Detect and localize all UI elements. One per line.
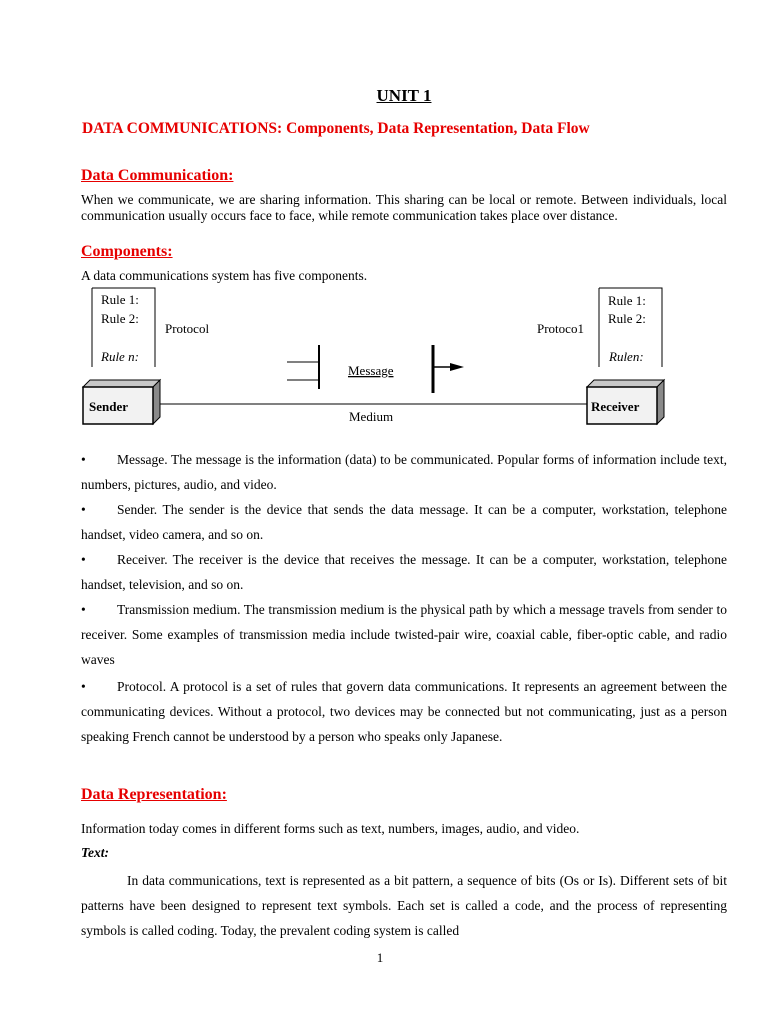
protocol-right-label: Protoco1 bbox=[537, 321, 584, 336]
receiver-label: Receiver bbox=[591, 399, 640, 414]
document-subtitle: DATA COMMUNICATIONS: Components, Data Representation, Data Flow bbox=[82, 120, 590, 137]
components-intro: A data communications system has five components. bbox=[81, 268, 368, 283]
sender-label: Sender bbox=[89, 399, 128, 414]
protocol-left-label: Protocol bbox=[165, 321, 210, 336]
receiver-rule-1: Rule 1: bbox=[608, 293, 646, 308]
heading-components: Components: bbox=[81, 243, 173, 260]
receiver-rule-n: Rulen: bbox=[609, 349, 644, 364]
message-arrow-icon bbox=[450, 363, 464, 371]
list-item: • Transmission medium. The transmission medium is the physical path by which a message travels from sender to receiver. Some examples of transmission media include twisted-pair wire, coaxial cable, fiber-optic cable, and radio waves bbox=[81, 602, 727, 667]
unit-title: UNIT 1 bbox=[376, 86, 432, 105]
list-item: • Sender. The sender is the device that sends the data message. It can be a computer, workstation, telephone handset, video camera, and so on. bbox=[81, 502, 727, 542]
message-label: Message bbox=[348, 363, 394, 378]
text-subheading: Text: bbox=[81, 845, 109, 860]
heading-data-representation: Data Representation: bbox=[81, 786, 227, 803]
data-communication-paragraph: When we communicate, we are sharing information. This sharing can be local or remote. Between individuals, local communication usually occurs face to face, while remote communication takes place over distance. bbox=[81, 192, 727, 223]
list-item: • Receiver. The receiver is the device that receives the message. It can be a computer, workstation, telephone handset, television, and so on. bbox=[81, 552, 727, 592]
heading-data-communication: Data Communication: bbox=[81, 167, 234, 184]
sender-rule-2: Rule 2: bbox=[101, 311, 139, 326]
sender-rule-n: Rule n: bbox=[101, 349, 139, 364]
text-paragraph: In data communications, text is represented as a bit pattern, a sequence of bits (Os or Is). Different sets of bit patterns have been designed to represent text symbols. Each set is called a code, and the process of representing symbols is called coding. Today, the prevalent coding system is called bbox=[81, 873, 727, 938]
sender-rule-1: Rule 1: bbox=[101, 292, 139, 307]
medium-label: Medium bbox=[349, 409, 394, 424]
receiver-rule-2: Rule 2: bbox=[608, 311, 646, 326]
list-item: • Message. The message is the information (data) to be communicated. Popular forms of information include text, numbers, pictures, audio, and video. bbox=[81, 452, 727, 492]
data-communication-diagram bbox=[80, 287, 670, 429]
data-representation-intro: Information today comes in different forms such as text, numbers, images, audio, and video. bbox=[81, 821, 580, 836]
list-item: • Protocol. A protocol is a set of rules that govern data communications. It represents an agreement between the communicating devices. Without a protocol, two devices may be connected but not communicating, just as a person speaking French cannot be understood by a person who speaks only Japanese. bbox=[81, 679, 727, 744]
page-number: 1 bbox=[376, 950, 384, 965]
